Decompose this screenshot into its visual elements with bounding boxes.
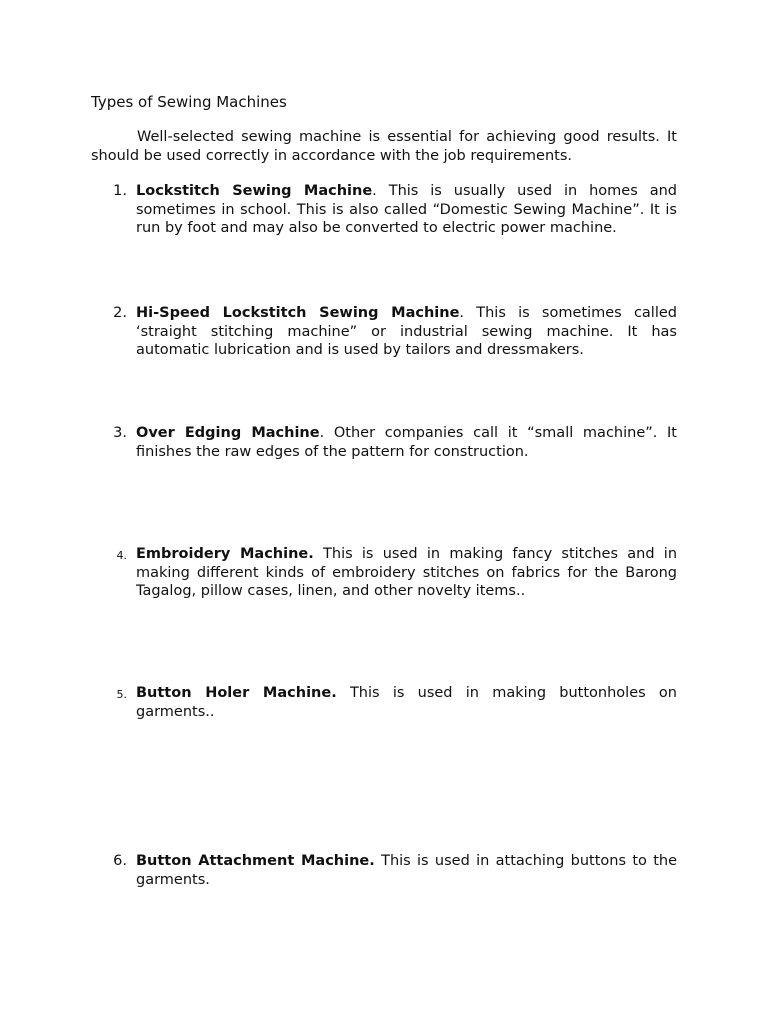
list-item-number: 3. [113, 425, 127, 441]
document-title: Types of Sewing Machines [91, 93, 287, 111]
machine-term: Button Holer Machine. [136, 685, 337, 701]
machine-description: This is used in attaching buttons to the garments. [136, 853, 678, 888]
list-item-number: 1. [113, 183, 127, 199]
list-item-number: 5. [116, 688, 127, 701]
machine-description: . This is sometimes called ‘straight stitching machine” or industrial sewing machine. It has automatic lubrication and is used by tailors and dressmakers. [136, 305, 677, 358]
machine-term: Lockstitch Sewing Machine [136, 183, 373, 199]
list-item-text [136, 545, 677, 601]
machine-description: . This is usually used in homes and sometimes in school. This is also called “Domestic Sewing Machine”. It is run by foot and may also be converted to electric power machine. [136, 183, 677, 236]
machine-description: . Other companies call it “small machine”. It finishes the raw edges of the pattern for construction. [136, 425, 677, 460]
list-item-number: 6. [113, 853, 127, 869]
intro-paragraph: Well-selected sewing machine is essential for achieving good results. It should be used correctly in accordance with the job requirements. [91, 129, 677, 164]
machine-term: Embroidery Machine. [136, 546, 314, 562]
list-item-text [136, 424, 677, 461]
machine-description: This is used in making buttonholes on garments.. [136, 685, 677, 720]
machine-term: Button Attachment Machine. [136, 853, 375, 869]
machine-description: This is used in making fancy stitches and in making different kinds of embroidery stitches on fabrics for the Barong Tagalog, pillow cases, linen, and other novelty items.. [136, 546, 678, 599]
machine-term: Hi-Speed Lockstitch Sewing Machine [136, 305, 460, 321]
list-item-number: 4. [116, 549, 127, 562]
list-item-number: 2. [113, 305, 127, 321]
list-item-text [136, 684, 677, 721]
machine-term: Over Edging Machine [136, 425, 320, 441]
list-item-text [136, 182, 677, 238]
list-item-text [136, 304, 677, 360]
list-item-text [136, 852, 677, 889]
